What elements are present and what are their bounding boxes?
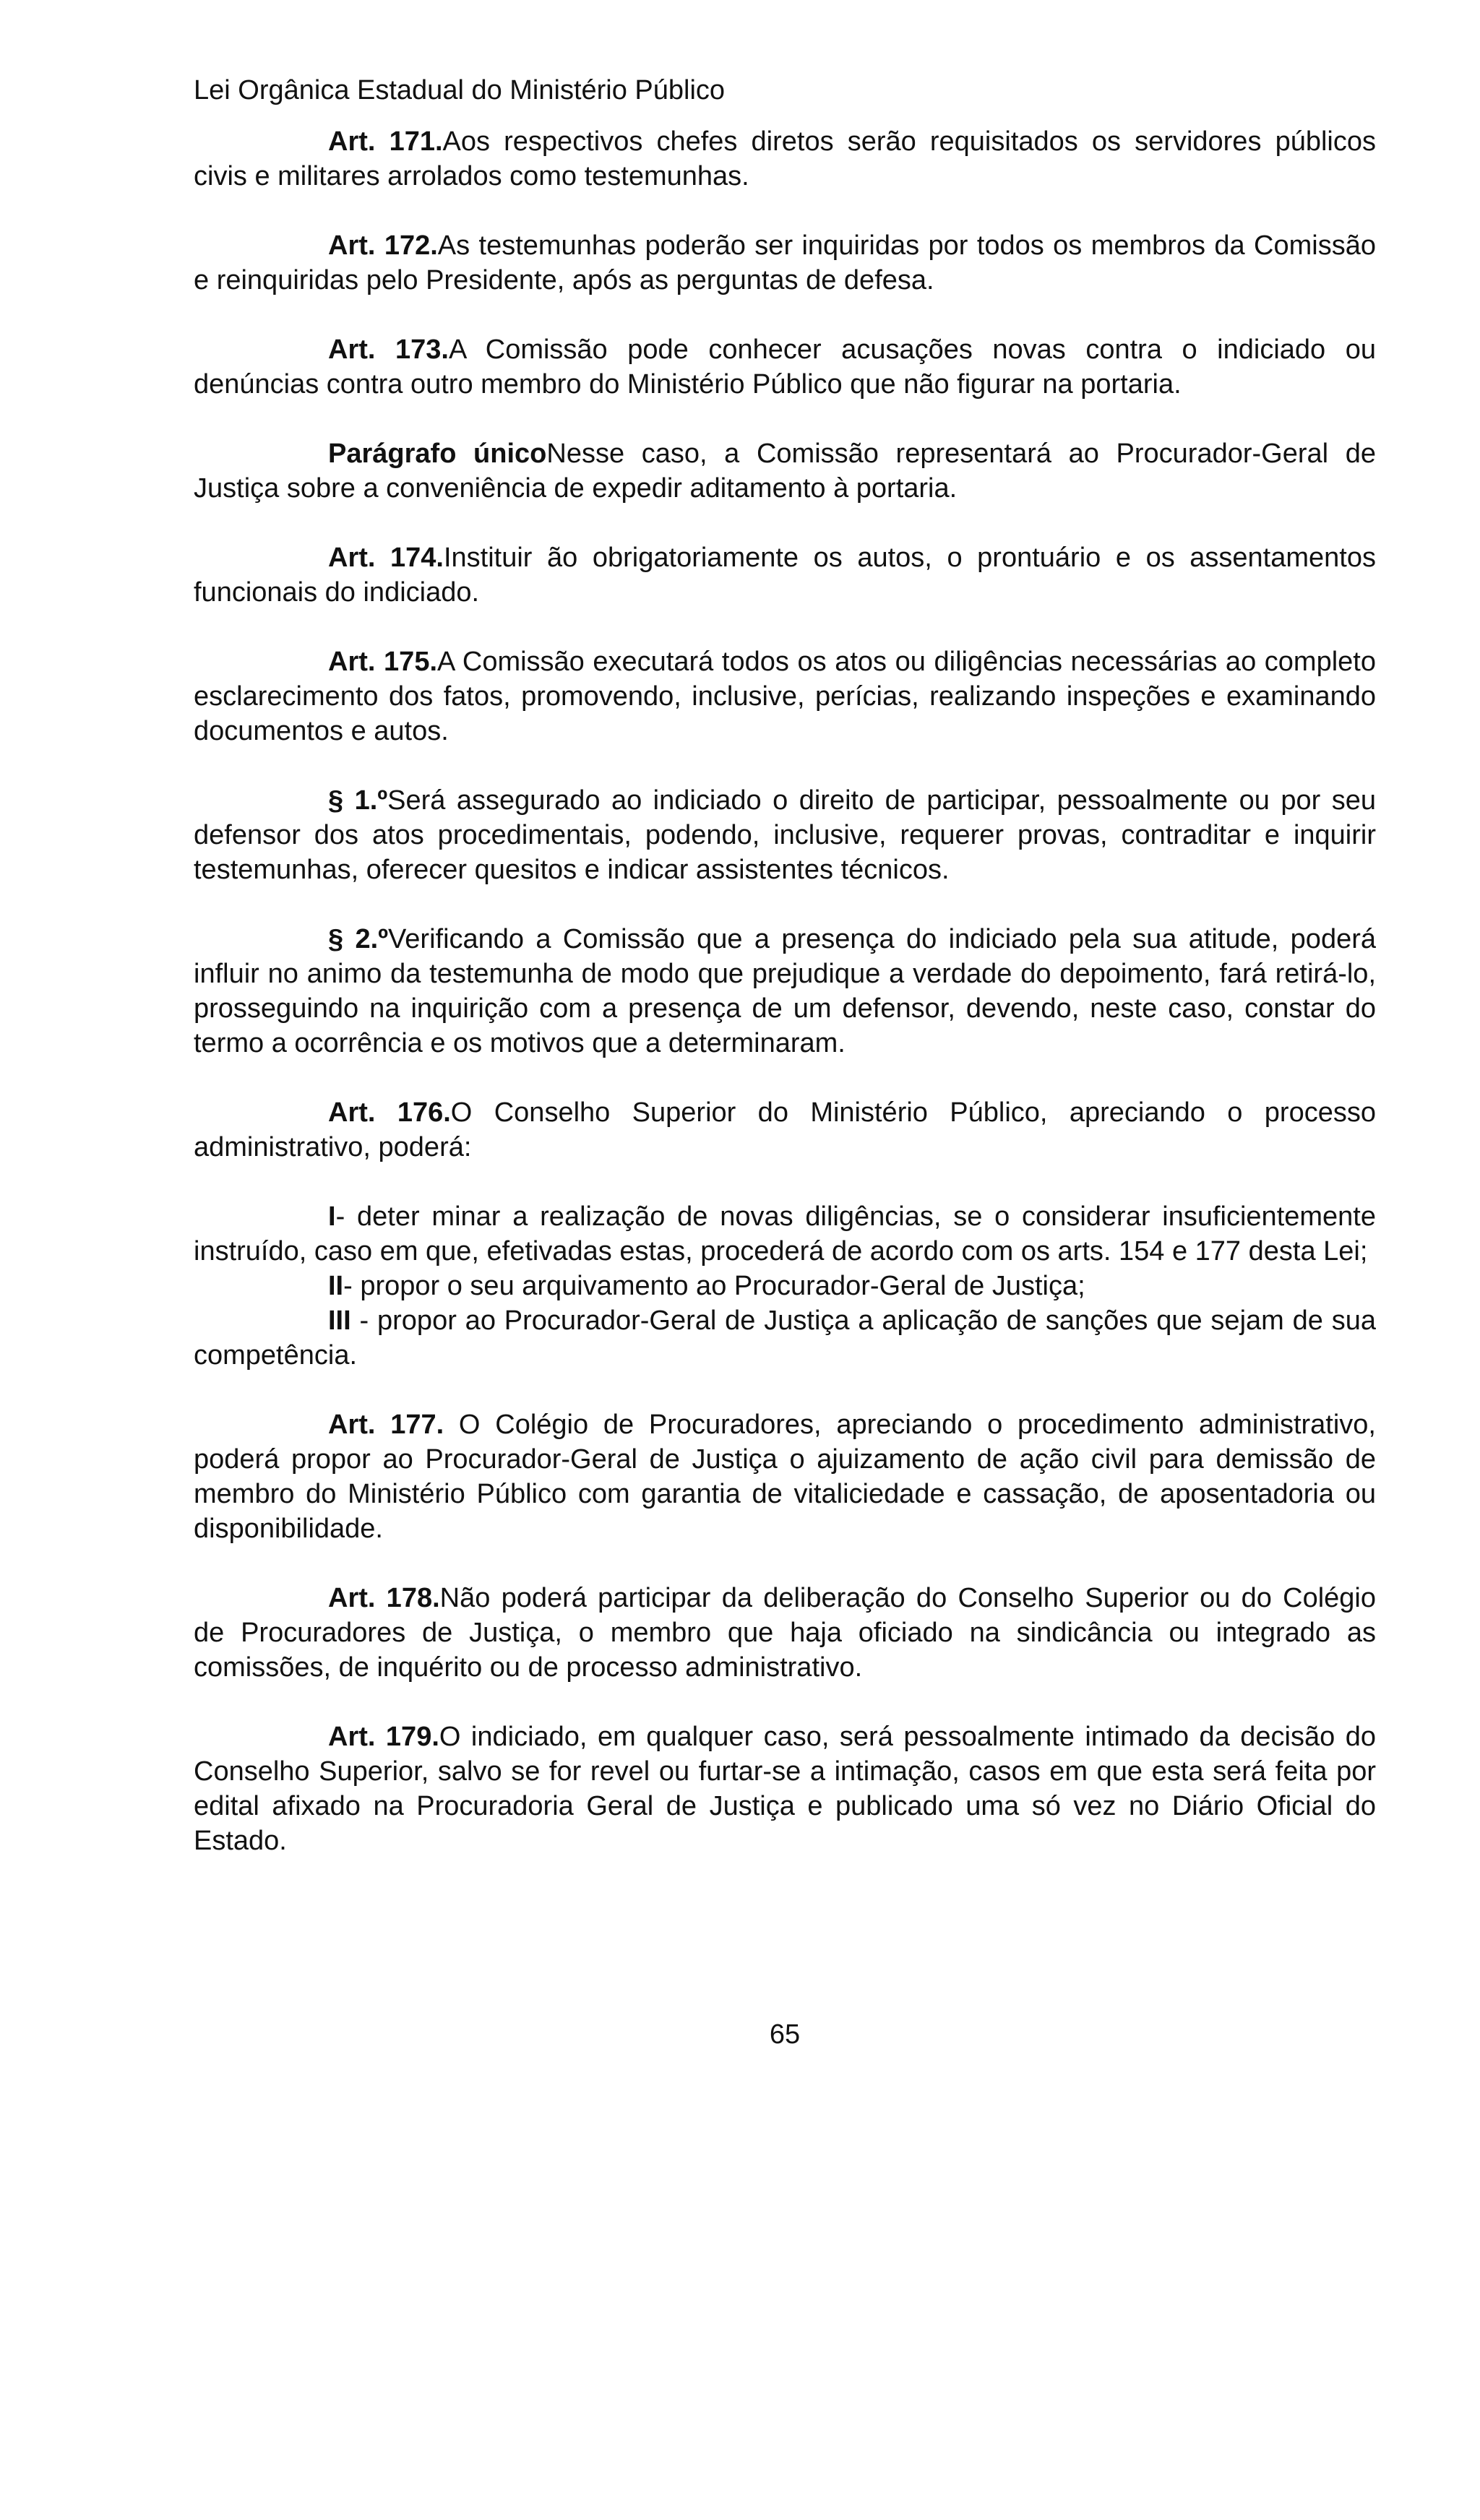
article-172: [194, 228, 1376, 298]
article-label: Art. 177.: [328, 1410, 444, 1440]
article-text: O Colégio de Procuradores, apreciando o procedimento administrativo, poderá propor ao Procurador-Geral de Justiça o ajuizamento de ação civil para demissão de membro do Ministério Público com garantia de vitaliciedade e cassação, de aposentadoria ou disponibilidade.: [194, 1410, 1376, 1544]
item-text: - propor o seu arquivamento ao Procurador-Geral de Justiça;: [343, 1271, 1085, 1301]
article-label: Art. 173.: [328, 335, 449, 365]
article-label: Art. 179.: [328, 1722, 439, 1752]
article-text: Aos respectivos chefes diretos serão requisitados os servidores públicos civis e militares arrolados como testemunhas.: [194, 126, 1376, 191]
article-label: Art. 174.: [328, 543, 444, 573]
item-label: I: [328, 1201, 336, 1232]
article-179: [194, 1719, 1376, 1858]
article-label: Art. 171.: [328, 126, 443, 157]
article-text: Nesse caso, a Comissão representará ao Procurador-Geral de Justiça sobre a conveniência de expedir aditamento à portaria.: [194, 439, 1376, 504]
item-text: - propor ao Procurador-Geral de Justiça a aplicação de sanções que sejam de sua competência.: [194, 1306, 1376, 1371]
page-number: 65: [769, 2019, 801, 2050]
article-171: [194, 124, 1376, 194]
article-label: § 2.º: [328, 924, 389, 954]
article-175-paragraph-2: [194, 922, 1376, 1061]
item-label: III: [328, 1306, 351, 1336]
article-label: § 1.º: [328, 785, 388, 816]
article-177: [194, 1407, 1376, 1546]
article-label: Art. 172.: [328, 230, 438, 261]
article-text: Será assegurado ao indiciado o direito de participar, pessoalmente ou por seu defensor dos atos procedimentais, podendo, inclusive, requerer provas, contraditar e inquirir testemunhas, oferecer quesitos e indicar assistentes técnicos.: [194, 785, 1377, 885]
article-text: Verificando a Comissão que a presença do indiciado pela sua atitude, poderá influir no animo da testemunha de modo que prejudique a verdade do depoimento, fará retirá-lo, prosseguindo na inquirição com a presença de um defensor, devendo, neste caso, constar do termo a ocorrência e os motivos que a determinaram.: [194, 924, 1376, 1058]
article-text: Instituir ão obrigatoriamente os autos, o prontuário e os assentamentos funcionais do indiciado.: [194, 543, 1376, 608]
article-175: [194, 644, 1376, 748]
article-176-item-i: [194, 1199, 1376, 1269]
article-text: As testemunhas poderão ser inquiridas por todos os membros da Comissão e reinquiridas pelo Presidente, após as perguntas de defesa.: [194, 230, 1376, 295]
article-176-item-ii: [194, 1269, 1376, 1303]
article-text: Não poderá participar da deliberação do Conselho Superior ou do Colégio de Procuradores de Justiça, o membro que haja oficiado na sindicância ou integrado as comissões, de inquérito ou de processo administrativo.: [194, 1583, 1376, 1683]
article-text: A Comissão executará todos os atos ou diligências necessárias ao completo esclarecimento dos fatos, promovendo, inclusive, perícias, realizando inspeções e examinando documentos e autos.: [194, 647, 1376, 746]
article-label: Art. 175.: [328, 647, 438, 677]
article-173: [194, 332, 1376, 402]
article-text: O indiciado, em qualquer caso, será pessoalmente intimado da decisão do Conselho Superior, salvo se for revel ou furtar-se a intimação, casos em que esta será feita por edital afixado na Procuradoria Geral de Justiça e publicado uma só vez no Diário Oficial do Estado.: [194, 1722, 1376, 1856]
document-page: [194, 72, 1377, 2050]
item-text: - deter minar a realização de novas diligências, se o considerar insuficientemente instruído, caso em que, efetivadas estas, procederá de acordo com os arts. 154 e 177 desta Lei;: [194, 1201, 1376, 1267]
article-178: [194, 1581, 1376, 1685]
running-header: Lei Orgânica Estadual do Ministério Público: [194, 75, 726, 105]
paragrafo-unico: [194, 436, 1376, 506]
article-label: Art. 178.: [328, 1583, 440, 1613]
article-label: Art. 176.: [328, 1097, 451, 1128]
article-174: [194, 540, 1376, 610]
article-text: A Comissão pode conhecer acusações novas contra o indiciado ou denúncias contra outro membro do Ministério Público que não figurar na portaria.: [194, 335, 1376, 400]
article-175-paragraph-1: [194, 783, 1376, 887]
article-text: O Conselho Superior do Ministério Público, apreciando o processo administrativo, poderá:: [194, 1097, 1376, 1162]
article-176: [194, 1095, 1376, 1165]
article-label: Parágrafo único: [328, 439, 547, 469]
article-176-item-iii: [194, 1303, 1376, 1373]
item-label: II: [328, 1271, 344, 1301]
